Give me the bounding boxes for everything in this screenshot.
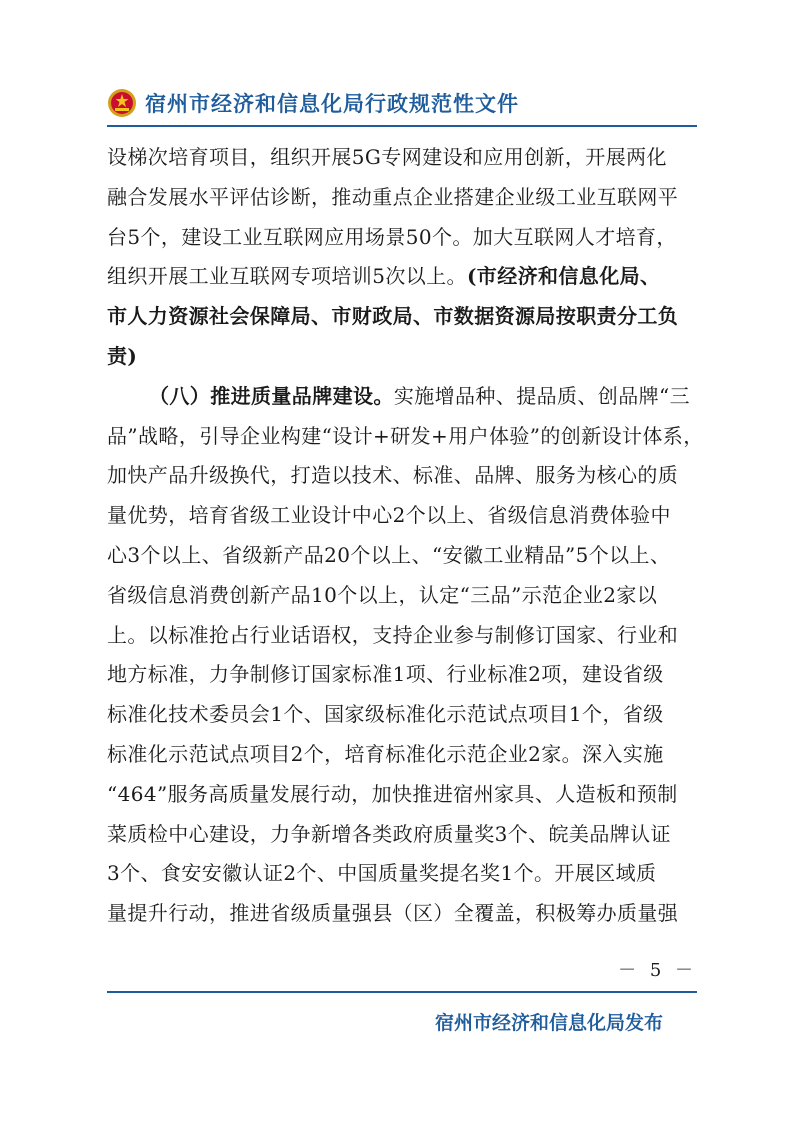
- body-line: 上。以标准抢占行业话语权，支持企业参与制修订国家、行业和: [107, 622, 679, 647]
- body-line: 品”战略，引导企业构建“设计+研发+用户体验”的创新设计体系，: [107, 423, 704, 448]
- section-line: [107, 377, 699, 417]
- footer-divider: [107, 991, 697, 993]
- header-title: 宿州市经济和信息化局行政规范性文件: [145, 92, 519, 116]
- document-body: [107, 138, 704, 934]
- body-line-text: 组织开展工业互联网专项培训5次以上。: [107, 264, 467, 289]
- body-line-text: 实施增品种、提品质、创品牌“三: [393, 383, 691, 408]
- body-line: 心3个以上、省级新产品20个以上、“安徽工业精品”5个以上、: [107, 542, 671, 567]
- body-line: 融合发展水平评估诊断，推动重点企业搭建企业级工业互联网平: [107, 184, 679, 209]
- footer-publisher: 宿州市经济和信息化局发布: [434, 1012, 663, 1034]
- body-line: 地方标准，力争制修订国家标准1项、行业标准2项，建设省级: [107, 662, 664, 687]
- body-line: 标准化技术委员会1个、国家级标准化示范试点项目1个，省级: [107, 702, 664, 727]
- body-line: 3个、食安安徽认证2个、中国质量奖提名奖1个。开展区域质: [107, 861, 657, 886]
- body-line: 标准化示范试点项目2个，培育标准化示范企业2家。深入实施: [107, 741, 664, 766]
- header-divider: [107, 125, 697, 127]
- responsible-departments: (市经济和信息化局、: [466, 264, 661, 289]
- document-header: [107, 86, 697, 120]
- page-number: － 5 －: [618, 960, 697, 981]
- section-heading: （八）推进质量品牌建设。: [149, 383, 394, 408]
- body-line: 量优势，培育省级工业设计中心2个以上、省级信息消费体验中: [107, 503, 671, 528]
- responsible-departments-line: 市人力资源社会保障局、市财政局、市数据资源局按职责分工负: [107, 304, 679, 329]
- body-line: “464”服务高质量发展行动，加快推进宿州家具、人造板和预制: [107, 781, 678, 806]
- body-line: 加快产品升级换代，打造以技术、标准、品牌、服务为核心的质: [107, 463, 679, 488]
- body-line: 省级信息消费创新产品10个以上，认定“三品”示范企业2家以: [107, 582, 658, 607]
- body-line: [107, 257, 699, 297]
- body-line: 菜质检中心建设，力争新增各类政府质量奖3个、皖美品牌认证: [107, 821, 671, 846]
- national-emblem-icon: [107, 88, 137, 118]
- responsible-departments-end: 责): [107, 343, 138, 368]
- body-line: 量提升行动，推进省级质量强县（区）全覆盖，积极筹办质量强: [107, 901, 679, 926]
- body-line: 台5个，建设工业互联网应用场景50个。加大互联网人才培育，: [107, 224, 677, 249]
- body-line: 设梯次培育项目，组织开展5G专网建设和应用创新，开展两化: [107, 145, 667, 169]
